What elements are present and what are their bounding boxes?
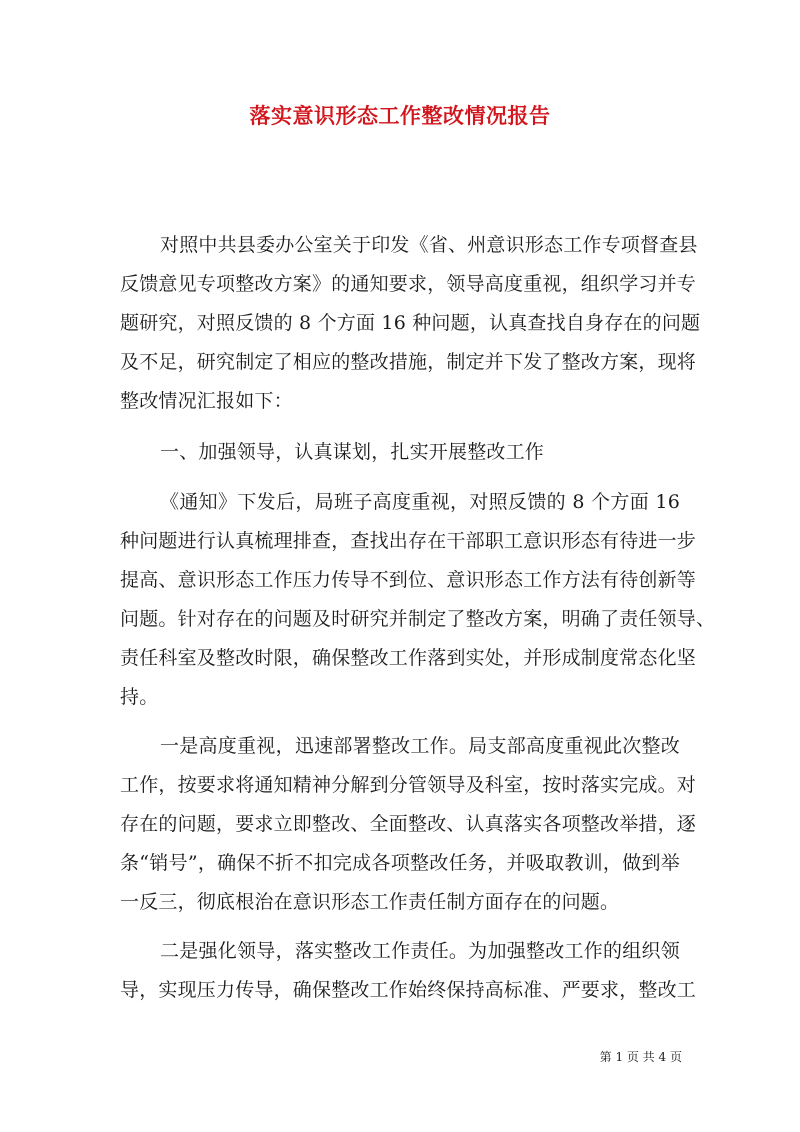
paragraph-line: 题研究，对照反馈的 8 个方面 16 种问题，认真查找自身存在的问题 xyxy=(120,312,701,334)
paragraph-line: 二是强化领导，落实整改工作责任。为加强整改工作的组织领 xyxy=(160,940,680,962)
paragraph-line: 存在的问题，要求立即整改、全面整改、认真落实各项整改举措，逐 xyxy=(120,813,697,835)
paragraph-line: 提高、意识形态工作压力传导不到位、意识形态工作方法有待创新等 xyxy=(120,569,697,591)
paragraph-line: 责任科室及整改时限，确保整改工作落到实处，并形成制度常态化坚 xyxy=(120,647,697,669)
paragraph-line: 及不足，研究制定了相应的整改措施，制定并下发了整改方案，现将 xyxy=(120,351,697,373)
document-title: 落实意识形态工作整改情况报告 xyxy=(249,103,551,128)
paragraph-line: 整改情况汇报如下： xyxy=(120,390,293,412)
paragraph-line: 问题。针对存在的问题及时研究并制定了整改方案，明确了责任领导、 xyxy=(120,608,716,630)
paragraph-line: 工作，按要求将通知精神分解到分管领导及科室，按时落实完成。对 xyxy=(120,774,697,796)
paragraph-line: 反馈意见专项整改方案》的通知要求，领导高度重视，组织学习并专 xyxy=(120,273,697,295)
paragraph-line: 一反三，彻底根治在意识形态工作责任制方面存在的问题。 xyxy=(120,891,620,913)
paragraph-line: 导，实现压力传导，确保整改工作始终保持高标准、严要求，整改工 xyxy=(120,979,697,1001)
paragraph-line: 一是高度重视，迅速部署整改工作。局支部高度重视此次整改 xyxy=(160,735,680,757)
paragraph-line: 持。 xyxy=(120,686,159,708)
section-heading: 一、加强领导，认真谋划，扎实开展整改工作 xyxy=(160,441,545,463)
paragraph-line: 对照中共县委办公室关于印发《省、州意识形态工作专项督查县 xyxy=(160,234,698,256)
page-number: 第 1 页 共 4 页 xyxy=(599,1050,682,1064)
paragraph-line: 《通知》下发后，局班子高度重视，对照反馈的 8 个方面 16 xyxy=(160,491,680,513)
paragraph-line: 条“销号”，确保不折不扣完成各项整改任务，并吸取教训，做到举 xyxy=(120,852,680,874)
paragraph-line: 种问题进行认真梳理排查，查找出存在干部职工意识形态有待进一步 xyxy=(120,530,697,552)
